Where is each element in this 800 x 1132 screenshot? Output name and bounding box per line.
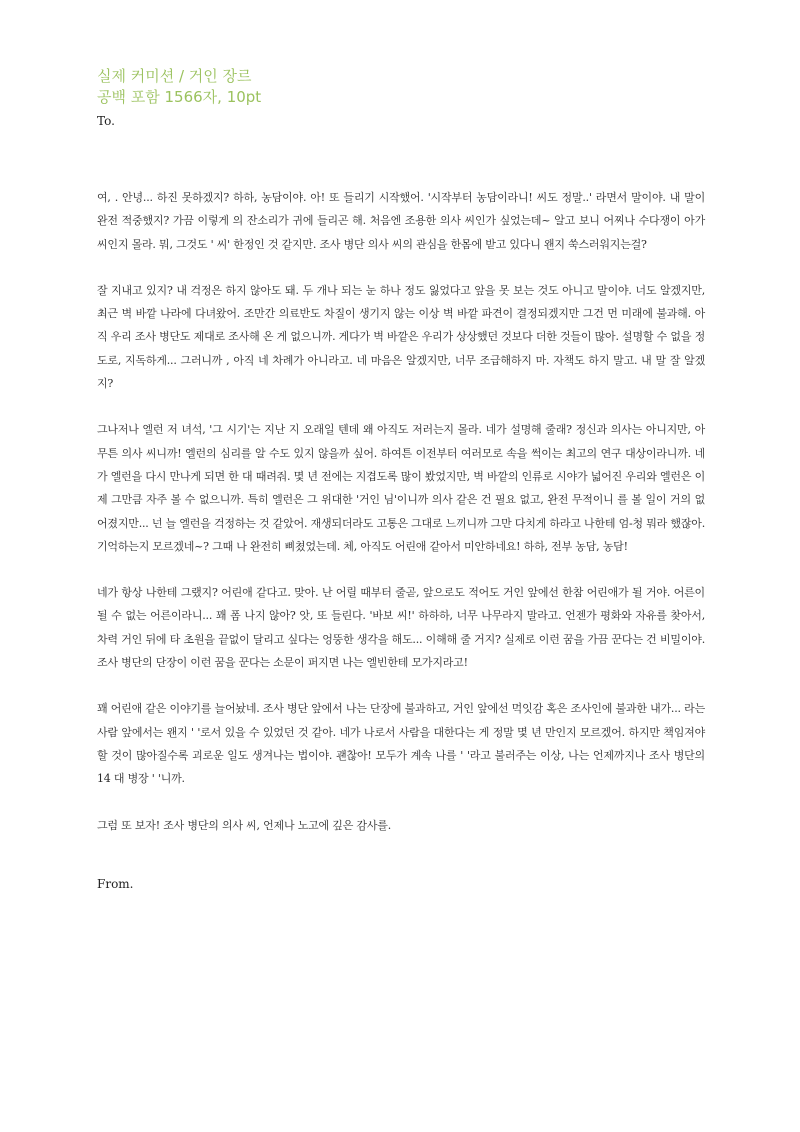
letter-to-label: To. [97, 114, 115, 128]
header-genre-line: 실제 커미션 / 거인 장르 [97, 67, 252, 85]
letter-paragraph-6: 그럼 또 보자! 조사 병단의 의사 씨, 언제나 노고에 깊은 감사를. [97, 818, 392, 832]
document-header [97, 66, 261, 108]
letter-paragraph-5: 꽤 어린애 같은 이야기를 늘어놨네. 조사 병단 앞에서 나는 단장에 불과하고, 거인 앞에선 먹잇감 혹은 조사인에 불과한 내가... 라는 사람 앞에서는 왠지 ' '로서 있을 수 있었던 것 같아. 네가 나로서 사람을 대한다는 게 정말 몇 년 만인지 모르겠어. 하지만 책임져야 할 것이 많아질수록 괴로운 일도 생겨나는 법이야. 괜찮아! 모두가 계속 나를 ' '라고 불러주는 이상, 나는 언제까지나 조사 병단의 14 대 병장 ' '니까. [97, 702, 705, 786]
letter-paragraph-2: 잘 지내고 있지? 내 걱정은 하지 않아도 돼. 두 개나 되는 눈 하나 정도 잃었다고 앞을 못 보는 것도 아니고 말이야. 너도 알겠지만, 최근 벽 바깥 나라에 다녀왔어. 조만간 의료반도 차질이 생기지 않는 이상 벽 바깥 파견이 결정되겠지만 그건 먼 미래에 불과해. 아직 우리 조사 병단도 제대로 조사해 온 게 없으니까. 게다가 벽 바깥은 우리가 상상했던 것보다 더한 것들이 많아. 설명할 수 없을 정도로, 지독하게... 그러니까 , 아직 네 차례가 아니라고. 네 마음은 알겠지만, 너무 조급해하지 마. 자책도 하지 말고. 내 말 잘 알겠지? [97, 283, 705, 391]
letter-paragraph-1: 여, . 안녕... 하진 못하겠지? 하하, 농담이야. 아! 또 들리기 시작했어. '시작부터 농담이라니! 씨도 정말..' 라면서 말이야. 내 말이 완전 적중했지? 가끔 이렇게 의 잔소리가 귀에 들리곤 해. 처음엔 조용한 의사 씨인가 싶었는데~ 알고 보니 어찌나 수다쟁이 아가씨인지 몰라. 뭐, 그것도 ' 씨' 한정인 것 같지만. 조사 병단 의사 씨의 관심을 한몸에 받고 있다니 왠지 쑥스러워지는걸? [97, 191, 705, 251]
letter-from-label: From. [97, 877, 134, 891]
letter-paragraph-4: 네가 항상 나한테 그랬지? 어린애 같다고. 맞아. 난 어릴 때부터 줄곧, 앞으로도 적어도 거인 앞에선 한참 어린애가 될 거야. 어른이 될 수 없는 어른이라니... 꽤 폼 나지 않아? 앗, 또 들린다. '바보 씨!' 하하하, 너무 나무라지 말라고. 언젠가 평화와 자유를 찾아서, 차력 거인 뒤에 타 초원을 끝없이 달리고 싶다는 엉뚱한 생각을 해도... 이해해 줄 거지? 실제로 이런 꿈을 가끔 꾼다는 건 비밀이야. 조사 병단의 단장이 이런 꿈을 꾼다는 소문이 퍼지면 나는 엘빈한테 모가지라고! [97, 586, 705, 670]
header-length-line: 공백 포함 1566자, 10pt [97, 88, 262, 106]
letter-paragraph-3: 그나저나 엘런 저 녀석, '그 시기'는 지난 지 오래일 텐데 왜 아직도 저러는지 몰라. 네가 설명해 줄래? 정신과 의사는 아니지만, 아무튼 의사 씨니까! 엘런의 심리를 알 수도 있지 않을까 싶어. 하여튼 이전부터 여러모로 속을 썩이는 최고의 연구 대상이라니까. 네가 엘런을 다시 만나게 되면 한 대 때려줘. 몇 년 전에는 지겹도록 많이 봤었지만, 벽 바깥의 인류로 시야가 넓어진 우리와 엘런은 이제 그만큼 자주 볼 수 없으니까. 특히 엘런은 그 위대한 '거인 님'이니까 의사 같은 건 필요 없고, 완전 무적이니 를 볼 일이 거의 없어졌지만... 넌 늘 엘런을 걱정하는 것 같았어. 재생되더라도 고통은 그대로 느끼니까 그만 다치게 하라고 나한테 엄-청 뭐라 했잖아. 기억하는지 모르겠네~? 그때 나 완전히 삐쳤었는데. 체, 아직도 어린애 같아서 미안하네요! 하하, 전부 농담, 농담! [97, 423, 705, 553]
letter-body [97, 186, 705, 860]
